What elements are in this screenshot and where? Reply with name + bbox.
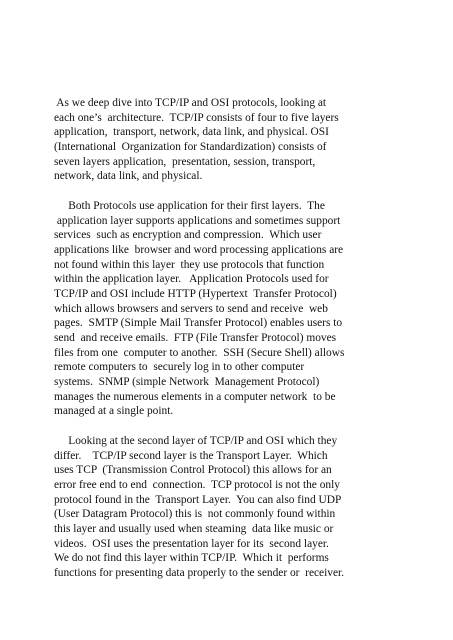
paragraph-application-layer xyxy=(54,199,453,419)
text-line: applications like browser and word processing applications are xyxy=(54,243,344,256)
text-line: pages. SMTP (Simple Mail Transfer Protocol) enables users to xyxy=(54,317,343,330)
text-line: TCP/IP and OSI include HTTP (Hypertext Transfer Protocol) xyxy=(54,287,337,300)
text-line: application layer supports applications and sometimes support xyxy=(54,214,341,227)
text-line: protocol found in the Transport Layer. You can also find UDP xyxy=(54,493,342,506)
text-line: within the application layer. Application Protocols used for xyxy=(54,273,329,286)
text-line: (User Datagram Protocol) this is not commonly found within xyxy=(54,508,336,521)
text-line: not found within this layer they use protocols that function xyxy=(54,258,325,271)
text-line: Both Protocols use application for their first layers. The xyxy=(54,199,325,212)
text-line: Looking at the second layer of TCP/IP and OSI which they xyxy=(54,434,338,447)
text-line: (International Organization for Standardization) consists of xyxy=(54,141,327,154)
text-line: functions for presenting data properly to the sender or receiver. xyxy=(54,567,345,579)
text-line: videos. OSI uses the presentation layer for its second layer. xyxy=(54,537,329,550)
text-line: remote computers to securely log in to other computer xyxy=(54,361,305,374)
text-line: We do not find this layer within TCP/IP. Which it performs xyxy=(54,552,329,565)
text-line: files from one computer to another. SSH (Secure Shell) allows xyxy=(54,346,345,359)
paragraph-intro xyxy=(54,96,453,184)
text-line: uses TCP (Transmission Control Protocol) this allows for an xyxy=(54,464,332,477)
text-line: differ. TCP/IP second layer is the Transport Layer. Which xyxy=(54,449,328,462)
document-body xyxy=(54,96,453,581)
paragraph-gap xyxy=(54,184,453,199)
paragraph-gap xyxy=(54,419,453,434)
text-line: error free end to end connection. TCP protocol is not the only xyxy=(54,478,340,491)
text-line: managed at a single point. xyxy=(54,405,174,418)
text-line: systems. SNMP (simple Network Management Protocol) xyxy=(54,376,320,389)
paragraph-transport-layer xyxy=(54,434,453,581)
text-line: manages the numerous elements in a computer network to be xyxy=(54,390,336,403)
text-line: seven layers application, presentation, session, transport, xyxy=(54,155,316,168)
text-line: network, data link, and physical. xyxy=(54,170,203,183)
text-line: this layer and usually used when steaming data like music or xyxy=(54,522,334,535)
text-line: application, transport, network, data link, and physical. OSI xyxy=(54,126,329,139)
text-line: which allows browsers and servers to send and receive web xyxy=(54,302,328,315)
text-line: services such as encryption and compression. Which user xyxy=(54,229,322,242)
text-line: each one’s architecture. TCP/IP consists of four to five layers xyxy=(54,111,339,124)
text-line: send and receive emails. FTP (File Transfer Protocol) moves xyxy=(54,332,337,344)
text-line: As we deep dive into TCP/IP and OSI protocols, looking at xyxy=(54,97,327,109)
